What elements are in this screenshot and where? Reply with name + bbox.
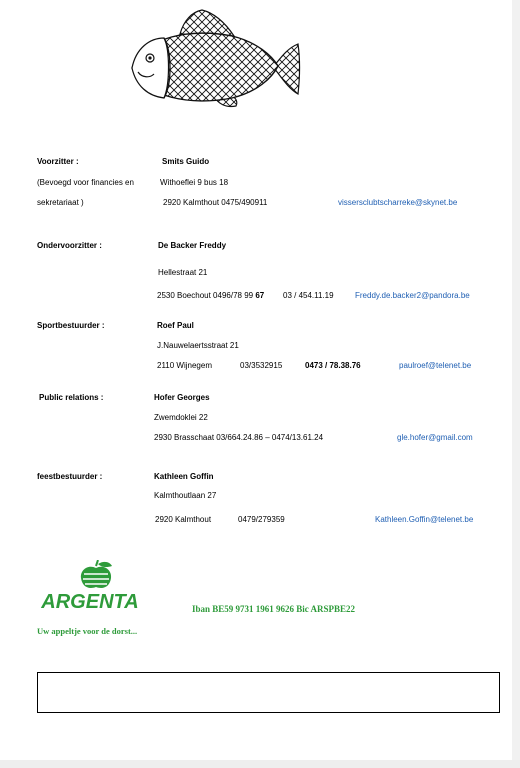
chairman-city-phone: 2920 Kalmthout 0475/490911 bbox=[163, 198, 268, 207]
empty-box bbox=[37, 672, 500, 713]
sports-address: J.Nauwelaertsstraat 21 bbox=[157, 341, 239, 350]
argenta-wordmark: ARGENTA bbox=[41, 591, 139, 613]
vice-chairman-name: De Backer Freddy bbox=[158, 241, 227, 250]
chairman-note-2: sekretariaat ) bbox=[37, 198, 84, 207]
sports-email-link[interactable]: paulroef@telenet.be bbox=[399, 361, 472, 370]
fish-illustration bbox=[122, 6, 304, 110]
vice-chairman-city-phone-b: 67 bbox=[255, 291, 265, 300]
argenta-logo bbox=[38, 560, 144, 614]
vice-chairman-address: Hellestraat 21 bbox=[158, 268, 208, 277]
vice-chairman-phone-2: 03 / 454.11.19 bbox=[283, 291, 334, 300]
party-email-link[interactable]: Kathleen.Goffin@telenet.be bbox=[375, 515, 474, 524]
party-role: feestbestuurder : bbox=[37, 472, 103, 481]
vice-chairman-role: Ondervoorzitter : bbox=[37, 241, 102, 250]
chairman-name: Smits Guido bbox=[162, 157, 210, 166]
party-address: Kalmthoutlaan 27 bbox=[154, 491, 217, 500]
vice-chairman-city-phone-a: 2530 Boechout 0496/78 99 bbox=[157, 291, 254, 300]
page-edge bbox=[512, 0, 520, 768]
party-phone: 0479/279359 bbox=[238, 515, 285, 524]
pr-address: Zwemdoklei 22 bbox=[154, 413, 208, 422]
party-name: Kathleen Goffin bbox=[154, 472, 214, 481]
sports-role: Sportbestuurder : bbox=[37, 321, 105, 330]
sports-phone-1: 03/3532915 bbox=[240, 361, 283, 370]
chairman-role: Voorzitter : bbox=[37, 157, 79, 166]
vice-chairman-city-phone bbox=[157, 291, 264, 300]
sports-city: 2110 Wijnegem bbox=[157, 361, 212, 370]
chairman-note: (Bevoegd voor financies en bbox=[37, 178, 134, 187]
chairman-email-link[interactable]: vissersclubtscharreke@skynet.be bbox=[338, 198, 458, 207]
page-edge-bottom bbox=[0, 760, 520, 768]
sponsor-slogan: Uw appeltje voor de dorst... bbox=[37, 626, 138, 636]
sports-name: Roef Paul bbox=[157, 321, 194, 330]
vice-chairman-email-link[interactable]: Freddy.de.backer2@pandora.be bbox=[355, 291, 470, 300]
pr-name: Hofer Georges bbox=[154, 393, 210, 402]
pr-role: Public relations : bbox=[39, 393, 104, 402]
party-city: 2920 Kalmthout bbox=[155, 515, 212, 524]
chairman-address: Withoeflei 9 bus 18 bbox=[160, 178, 229, 187]
bank-details: Iban BE59 9731 1961 9626 Bic ARSPBE22 bbox=[192, 604, 356, 614]
sports-phone-2: 0473 / 78.38.76 bbox=[305, 361, 361, 370]
pr-city-phone: 2930 Brasschaat 03/664.24.86 – 0474/13.61.24 bbox=[154, 433, 324, 442]
pr-email-link[interactable]: gle.hofer@gmail.com bbox=[397, 433, 473, 442]
